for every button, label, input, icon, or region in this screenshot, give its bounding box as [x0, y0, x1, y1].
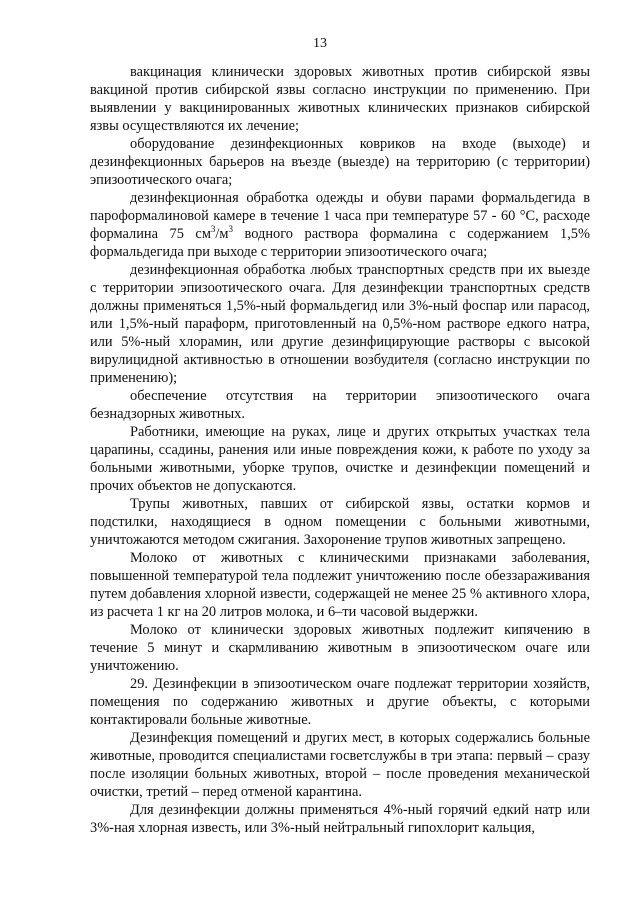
- paragraph-clothing-treatment: [90, 189, 590, 261]
- paragraph-clothing-text-2: /м: [215, 226, 229, 242]
- paragraph-vaccination: вакцинация клинически здоровых животных против сибирской язвы вакциной против сибирской язвы согласно инструкции по применению. При выявлении у вакцинированных животных клинических признаков сибирской язвы осуществляются их лечение;: [90, 64, 590, 134]
- paragraph-milk-healthy: Молоко от клинически здоровых животных подлежит кипячению в течение 5 минут и скармливанию животным в эпизоотическом очаге или уничтожению.: [90, 622, 590, 674]
- superscript-cubic-1: 3: [210, 224, 216, 234]
- paragraph-milk-sick: Молоко от животных с клиническими признаками заболевания, повышенной температурой тела подлежит уничтожению после обеззараживания путем добавления хлорной извести, содержащей не менее 25 % активного хлора, из расчета 1 кг на 20 литров молока, и 6–ти часовой выдержки.: [90, 550, 590, 620]
- document-body: [90, 63, 590, 837]
- paragraph-clothing-text-1: дезинфекционная обработка одежды и обуви парами формальдегида в пароформалиновой камере в течение 1 часа при температуре 57 - 60 °С, расходе формалина 75 см: [90, 190, 590, 242]
- paragraph-vehicle-disinfection: дезинфекционная обработка любых транспортных средств при их выезде с территории эпизоотического очага. Для дезинфекции транспортных средств должны применяться 1,5%-ный формальдегид или 3%-ный фоспар или парасод, или 1,5%-ный параформ, приготовленный на 0,5%-ном растворе едкого натра, или 5%-ный хлорамин, или другие дезинфицирующие растворы с высокой вирулицидной активностью в отношении возбудителя (согласно инструкции по применению);: [90, 262, 590, 386]
- paragraph-disinfectants: Для дезинфекции должны применяться 4%-ный горячий едкий натр или 3%-ная хлорная известь, или 3%-ный нейтральный гипохлорит кальция,: [90, 802, 590, 836]
- paragraph-clothing-text-3: водного раствора формалина с содержанием 1,5% формальдегида при выходе с территории эпизоотического очага;: [90, 226, 590, 260]
- paragraph-disinfection-mats: оборудование дезинфекционных ковриков на входе (выходе) и дезинфекционных барьеров на въезде (выезде) на территорию (с территории) эпизоотического очага;: [90, 136, 590, 188]
- paragraph-carcasses: Трупы животных, павших от сибирской язвы, остатки кормов и подстилки, находящиеся в одном помещении с больными животными, уничтожаются методом сжигания. Захоронение трупов животных запрещено.: [90, 496, 590, 548]
- page-number: 13: [313, 36, 327, 51]
- paragraph-section-29: 29. Дезинфекции в эпизоотическом очаге подлежат территории хозяйств, помещения по содержанию животных и другие объекты, с которыми контактировали больные животные.: [90, 676, 590, 728]
- paragraph-premises-disinfection: Дезинфекция помещений и других мест, в которых содержались больные животные, проводится специалистами госветслужбы в три этапа: первый – сразу после изоляции больных животных, второй – после проведения механической очистки, третий – перед отменой карантина.: [90, 730, 590, 800]
- paragraph-stray-animals: обеспечение отсутствия на территории эпизоотического очага безнадзорных животных.: [90, 388, 590, 422]
- superscript-cubic-2: 3: [228, 224, 234, 234]
- paragraph-workers: Работники, имеющие на руках, лице и других открытых участках тела царапины, ссадины, ранения или иные повреждения кожи, к работе по уходу за больными животными, уборке трупов, очистке и дезинфекции помещений и прочих объектов не допускаются.: [90, 424, 590, 494]
